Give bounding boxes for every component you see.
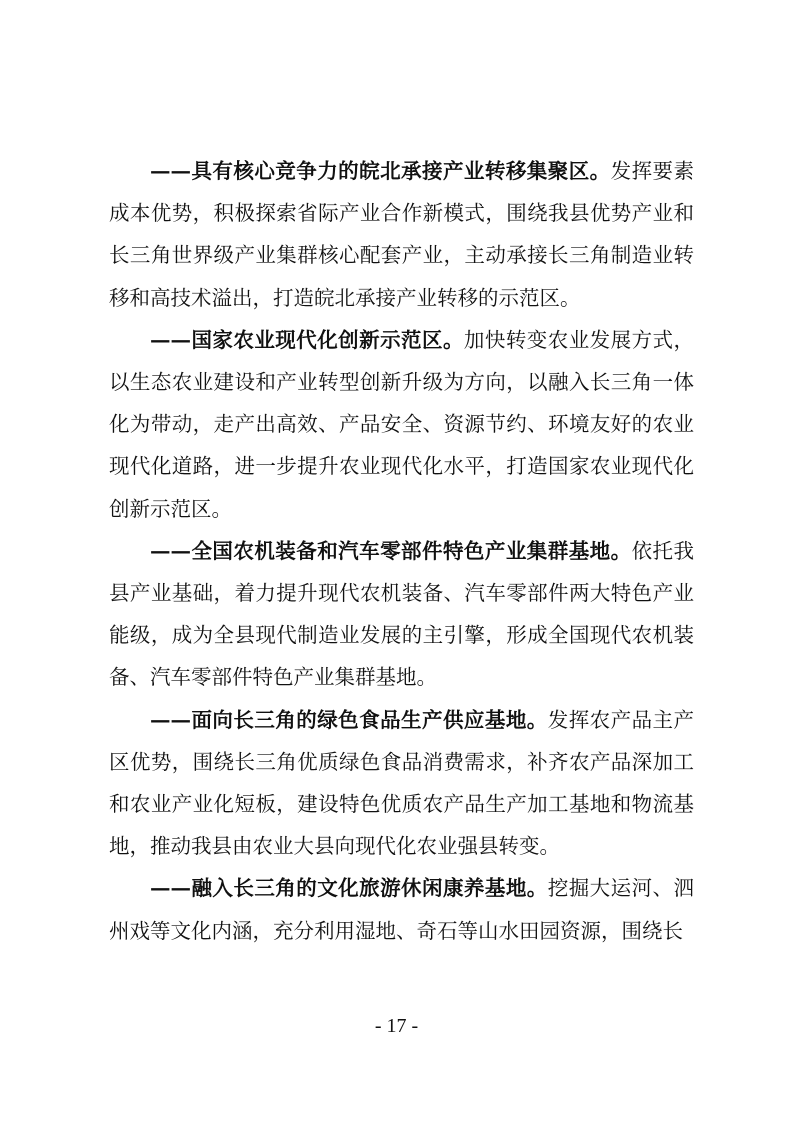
paragraph-3-text: 依托我县产业基础，着力提升现代农机装备、汽车零部件两大特色产业能级，成为全县现代制造业发展的主引擎，形成全国现代农机装备、汽车零部件特色产业集群基地。 — [109, 538, 695, 690]
paragraph-4 — [109, 699, 694, 868]
paragraph-2-heading: ——国家农业现代化创新示范区。 — [150, 327, 464, 352]
paragraph-5-text: 挖掘大运河、泗州戏等文化内涵，充分利用湿地、奇石等山水田园资源，围绕长 — [109, 876, 694, 943]
paragraph-5 — [109, 867, 694, 951]
paragraph-3 — [109, 530, 694, 699]
page-number: - 17 - — [374, 1015, 419, 1037]
paragraph-4-heading: ——面向长三角的绿色食品生产供应基地。 — [150, 707, 548, 732]
paragraph-1 — [109, 150, 694, 319]
paragraph-4-text: 发挥农产品主产区优势，围绕长三角优质绿色食品消费需求，补齐农产品深加工和农业产业化短板，建设特色优质农产品生产加工基地和物流基地，推动我县由农业大县向现代化农业强县转变。 — [109, 707, 694, 859]
paragraph-2 — [109, 319, 694, 530]
paragraph-1-heading: ——具有核心竞争力的皖北承接产业转移集聚区。 — [150, 159, 611, 183]
paragraph-1-text: 发挥要素成本优势，积极探索省际产业合作新模式，围绕我县优势产业和长三角世界级产业集群核心配套产业，主动承接长三角制造业转移和高技术溢出，打造皖北承接产业转移的示范区。 — [109, 159, 694, 310]
paragraph-5-heading: ——融入长三角的文化旅游休闲康养基地。 — [150, 876, 548, 901]
body-text — [109, 150, 694, 952]
paragraph-2-text: 加快转变农业发展方式，以生态农业建设和产业转型创新升级为方向，以融入长三角一体化为带动，走产出高效、产品安全、资源节约、环境友好的农业现代化道路，进一步提升农业现代化水平，打造国家农业现代化创新示范区。 — [109, 327, 695, 521]
paragraph-3-heading: ——全国农机装备和汽车零部件特色产业集群基地。 — [150, 538, 632, 563]
